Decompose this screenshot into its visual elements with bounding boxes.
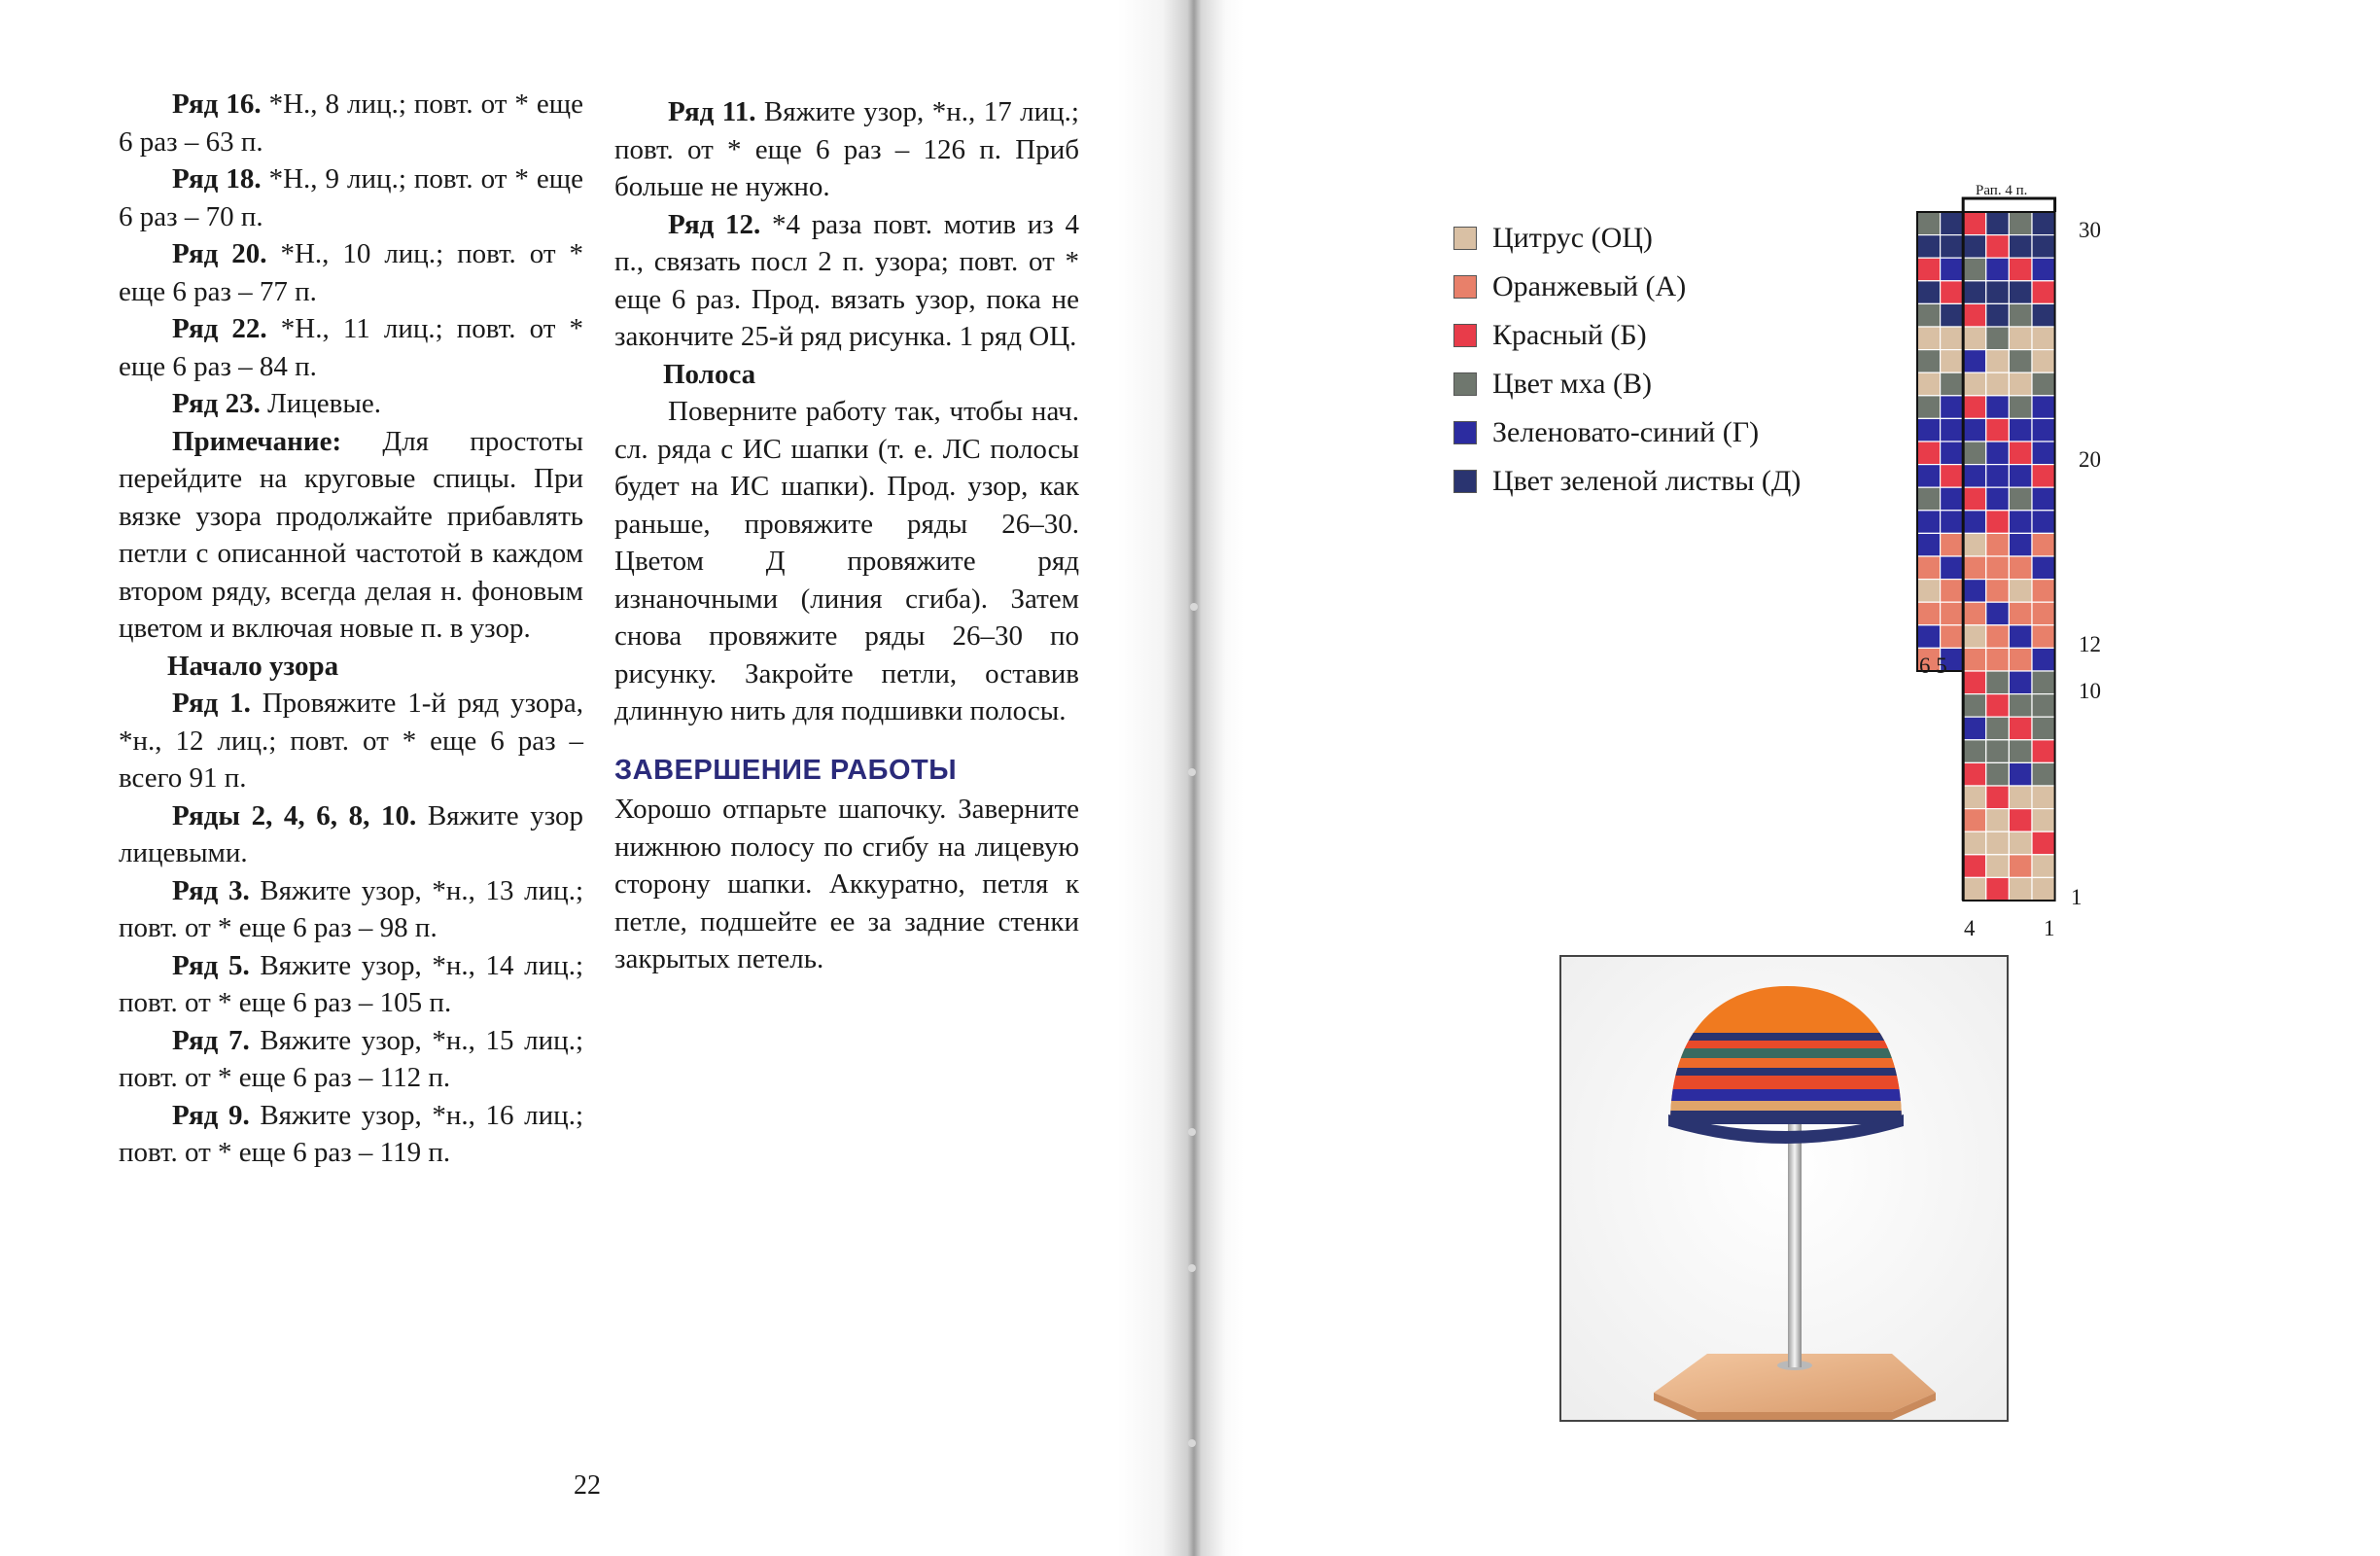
stripe-heading: Полоса (663, 358, 756, 390)
chart-cell (1986, 303, 2010, 327)
chart-cell (2009, 580, 2032, 603)
hat-illustration (1561, 957, 2009, 1422)
stitch-number-4: 4 (1964, 916, 1976, 940)
chart-cell (2009, 694, 2032, 718)
chart-cell (1941, 281, 1964, 304)
chart-cell (2032, 487, 2055, 511)
instruction-row5: Ряд 5. Вяжите узор, *н., 14 лиц.; повт. от * еще 6 раз – 105 п. (119, 949, 583, 1018)
chart-cell (2032, 396, 2055, 419)
legend-label: Цвет мха (В) (1492, 368, 1652, 400)
page-number: 22 (574, 1470, 601, 1501)
chart-cell (1941, 303, 1964, 327)
note-paragraph: Примечание: Для простоты перейдите на круговые спицы. При вязке узора продолжайте прибавлять петли с описанной частотой в каждом втором ряду, всегда делая н. фоновым цветом и включая новые п. в узор. (119, 425, 583, 644)
chart-cell (2032, 855, 2055, 878)
chart-cell (1963, 855, 1986, 878)
chart-cell (1986, 694, 2010, 718)
chart-cell (2032, 762, 2055, 786)
chart-cell (2032, 235, 2055, 259)
chart-cell (2009, 877, 2032, 901)
instruction-row7: Ряд 7. Вяжите узор, *н., 15 лиц.; повт. от * еще 6 раз – 112 п. (119, 1024, 583, 1093)
chart-cell (2032, 717, 2055, 740)
colorwork-chart (1906, 175, 2139, 953)
chart-cell (1917, 442, 1941, 465)
legend-swatch (1453, 372, 1477, 396)
chart-cell (1941, 580, 1964, 603)
binding-stitch (1190, 603, 1198, 611)
chart-cell (2032, 372, 2055, 396)
chart-cell (1941, 327, 1964, 350)
chart-cell (1963, 487, 1986, 511)
chart-cell (1917, 372, 1941, 396)
chart-cell (1963, 418, 1986, 442)
chart-cell (1963, 235, 1986, 259)
chart-cell (1941, 487, 1964, 511)
chart-cell (2032, 442, 2055, 465)
stitch-numbers-6-5: 6 5 (1919, 654, 1947, 678)
chart-cell (2009, 258, 2032, 281)
legend-item-citrus (1453, 214, 1801, 263)
chart-cell (1917, 487, 1941, 511)
chart-cell (1986, 855, 2010, 878)
chart-cell (1963, 694, 1986, 718)
chart-cell (1941, 212, 1964, 235)
chart-cell (1963, 442, 1986, 465)
legend-swatch (1453, 324, 1477, 347)
chart-cell (1986, 465, 2010, 488)
chart-cell (1917, 303, 1941, 327)
stand-pole (1788, 1122, 1802, 1367)
book-spine (1118, 0, 1244, 1556)
chart-cell (1917, 602, 1941, 625)
chart-cell (2032, 671, 2055, 694)
chart-cell (2009, 350, 2032, 373)
binding-stitch (1188, 768, 1196, 776)
chart-cell (1917, 235, 1941, 259)
chart-cell (1986, 212, 2010, 235)
chart-cell (2032, 648, 2055, 671)
chart-cell (1963, 327, 1986, 350)
chart-cell (1941, 258, 1964, 281)
chart-cell (1963, 786, 1986, 809)
chart-cell (1941, 556, 1964, 580)
chart-cell (1986, 625, 2010, 649)
text-column-1 (119, 86, 583, 1172)
chart-cell (1917, 533, 1941, 556)
chart-cell (1986, 602, 2010, 625)
chart-cell (1986, 648, 2010, 671)
chart-cell (1917, 465, 1941, 488)
chart-cell (1963, 740, 1986, 763)
chart-cell (1917, 511, 1941, 534)
chart-cell (1963, 580, 1986, 603)
chart-cell (1986, 281, 2010, 304)
row-number-12: 12 (2079, 632, 2101, 656)
chart-cell (2009, 281, 2032, 304)
chart-cell (1941, 533, 1964, 556)
chart-cell (2009, 235, 2032, 259)
chart-cell (1941, 418, 1964, 442)
chart-cell (2032, 740, 2055, 763)
chart-cell (2009, 372, 2032, 396)
chart-cell (1917, 580, 1941, 603)
chart-cell (2009, 442, 2032, 465)
chart-cell (1986, 487, 2010, 511)
stripe-paragraph: Поверните работу так, чтобы нач. сл. ряда с ИС шапки (т. е. ЛС полосы будет на ИС шапки). Прод. узор, как раньше, провяжите ряды 26–30. Цветом Д провяжите ряд изнаночными (линия сгиба). Затем снова провяжите ряды 26–30 по рисунку. Закройте петли, оставив длинную нить для подшивки полосы. (614, 396, 1079, 726)
chart-cell (1963, 671, 1986, 694)
chart-cell (2009, 717, 2032, 740)
legend-item-moss (1453, 360, 1801, 408)
chart-cell (1963, 396, 1986, 419)
chart-cell (1963, 877, 1986, 901)
chart-cell (1917, 212, 1941, 235)
chart-cell (2009, 396, 2032, 419)
chart-cell (2032, 212, 2055, 235)
chart-cell (2032, 625, 2055, 649)
chart-cell (2032, 418, 2055, 442)
pattern-start-heading: Начало узора (167, 650, 339, 682)
legend-swatch (1453, 421, 1477, 444)
binding-stitch (1188, 1439, 1196, 1447)
chart-cell (1917, 281, 1941, 304)
chart-cell (1986, 258, 2010, 281)
chart-cell (1986, 831, 2010, 855)
legend-swatch (1453, 227, 1477, 250)
chart-cell (1986, 327, 2010, 350)
chart-cell (2009, 327, 2032, 350)
chart-cell (1963, 533, 1986, 556)
chart-cell (1941, 372, 1964, 396)
chart-cell (2032, 556, 2055, 580)
chart-cell (1917, 350, 1941, 373)
chart-cell (1917, 327, 1941, 350)
legend-label: Оранжевый (А) (1492, 270, 1687, 302)
instruction-row16: Ряд 16. *Н., 8 лиц.; повт. от * еще 6 раз – 63 п. (119, 88, 584, 158)
chart-cell (2009, 533, 2032, 556)
chart-cell (1963, 303, 1986, 327)
chart-cell (2009, 625, 2032, 649)
row-number-20: 20 (2079, 447, 2101, 472)
chart-cell (1986, 418, 2010, 442)
chart-cell (1917, 396, 1941, 419)
legend-swatch (1453, 275, 1477, 299)
chart-cell (1986, 717, 2010, 740)
finishing-paragraph: Хорошо отпарьте шапочку. Заверните нижнюю полосу по сгибу на лицевую сторону шапки. Аккуратно, петля к петле, подшейте ее за задние стенки закрытых петель. (614, 794, 1079, 974)
chart-cell (2032, 327, 2055, 350)
instruction-row9: Ряд 9. Вяжите узор, *н., 16 лиц.; повт. от * еще 6 раз – 119 п. (119, 1099, 583, 1168)
chart-cell (1941, 442, 1964, 465)
legend-item-red (1453, 311, 1801, 360)
chart-cell (2032, 303, 2055, 327)
binding-stitch (1188, 1264, 1196, 1272)
chart-cell (2032, 831, 2055, 855)
chart-cell (1986, 671, 2010, 694)
chart-cell (1963, 556, 1986, 580)
chart-cell (1917, 418, 1941, 442)
chart-cell (1986, 740, 2010, 763)
chart-cell (2009, 487, 2032, 511)
finishing-heading: ЗАВЕРШЕНИЕ РАБОТЫ (614, 754, 958, 786)
instruction-row18: Ряд 18. *Н., 9 лиц.; повт. от * еще 6 раз – 70 п. (119, 163, 584, 232)
chart-cell (2032, 465, 2055, 488)
chart-cell (2009, 602, 2032, 625)
chart-cell (2032, 877, 2055, 901)
chart-cell (1941, 465, 1964, 488)
chart-grid (1906, 175, 2139, 953)
chart-cell (1963, 372, 1986, 396)
chart-cell (1986, 235, 2010, 259)
instruction-rows-even: Ряды 2, 4, 6, 8, 10. Вяжите узор лицевыми. (119, 799, 583, 868)
chart-cell (1986, 877, 2010, 901)
chart-cell (2009, 831, 2032, 855)
chart-cell (1963, 281, 1986, 304)
chart-cell (1986, 580, 2010, 603)
chart-cell (1963, 258, 1986, 281)
chart-cell (1941, 625, 1964, 649)
hat-photo (1559, 955, 2009, 1422)
legend-swatch (1453, 470, 1477, 493)
chart-cell (1986, 511, 2010, 534)
chart-cell (1963, 602, 1986, 625)
stitch-number-1: 1 (2044, 916, 2055, 940)
legend-label: Зеленовато-синий (Г) (1492, 416, 1760, 448)
chart-cell (1941, 602, 1964, 625)
chart-cell (2009, 556, 2032, 580)
chart-cell (1963, 831, 1986, 855)
chart-cell (2009, 740, 2032, 763)
chart-cell (1963, 762, 1986, 786)
color-legend (1453, 214, 1801, 506)
chart-cell (2009, 786, 2032, 809)
chart-cell (2009, 762, 2032, 786)
chart-cell (1963, 717, 1986, 740)
chart-cell (1963, 212, 1986, 235)
chart-cell (1986, 762, 2010, 786)
chart-cell (2009, 511, 2032, 534)
instruction-row11: Ряд 11. Вяжите узор, *н., 17 лиц.; повт. от * еще 6 раз – 126 п. Приб больше не нужно. (614, 96, 1079, 202)
chart-cell (2032, 258, 2055, 281)
text-column-2 (614, 93, 1079, 978)
chart-cell (2032, 533, 2055, 556)
chart-cell (2009, 212, 2032, 235)
chart-cell (1917, 258, 1941, 281)
instruction-row12: Ряд 12. *4 раза повт. мотив из 4 п., связать посл 2 п. узора; повт. от * еще 6 раз. Прод. вязать узор, пока не закончите 25-й ряд рисунка. 1 ряд ОЦ. (614, 208, 1079, 352)
chart-cell (2009, 418, 2032, 442)
legend-label: Цитрус (ОЦ) (1492, 222, 1653, 254)
chart-cell (1941, 235, 1964, 259)
row-number-10: 10 (2079, 679, 2101, 703)
chart-cell (1986, 809, 2010, 832)
binding-stitch (1188, 1128, 1196, 1136)
chart-cell (1963, 625, 1986, 649)
chart-cell (2009, 855, 2032, 878)
chart-cell (1986, 556, 2010, 580)
instruction-row3: Ряд 3. Вяжите узор, *н., 13 лиц.; повт. от * еще 6 раз – 98 п. (119, 874, 583, 943)
chart-cell (2009, 648, 2032, 671)
chart-cell (1963, 511, 1986, 534)
chart-cell (1941, 396, 1964, 419)
chart-cell (1963, 648, 1986, 671)
instruction-row22: Ряд 22. *Н., 11 лиц.; повт. от * еще 6 раз – 84 п. (119, 313, 583, 382)
chart-cell (1986, 533, 2010, 556)
legend-label: Красный (Б) (1492, 319, 1647, 351)
chart-cell (2032, 511, 2055, 534)
row-number-30: 30 (2079, 218, 2101, 242)
chart-cell (1986, 372, 2010, 396)
chart-cell (2032, 580, 2055, 603)
chart-cell (1963, 350, 1986, 373)
chart-cell (2032, 694, 2055, 718)
repeat-label: Рап. 4 п. (1976, 183, 2028, 198)
chart-cell (2032, 602, 2055, 625)
chart-cell (1963, 809, 1986, 832)
legend-item-teal-blue (1453, 408, 1801, 457)
chart-cell (2009, 303, 2032, 327)
legend-item-orange (1453, 263, 1801, 311)
chart-cell (2032, 350, 2055, 373)
row-number-1: 1 (2071, 885, 2082, 909)
chart-cell (2009, 809, 2032, 832)
instruction-row23: Ряд 23. Лицевые. (172, 388, 381, 419)
chart-cell (1963, 465, 1986, 488)
chart-cell (2032, 809, 2055, 832)
chart-cell (2032, 786, 2055, 809)
chart-cell (2009, 465, 2032, 488)
chart-cell (1941, 511, 1964, 534)
chart-cell (1941, 350, 1964, 373)
chart-cell (2009, 671, 2032, 694)
chart-cell (1917, 556, 1941, 580)
chart-cell (1986, 786, 2010, 809)
chart-cell (1917, 625, 1941, 649)
chart-cell (2032, 281, 2055, 304)
instruction-row20: Ряд 20. *Н., 10 лиц.; повт. от * еще 6 раз – 77 п. (119, 238, 583, 307)
instruction-row1: Ряд 1. Провяжите 1-й ряд узора, *н., 12 лиц.; повт. от * еще 6 раз – всего 91 п. (119, 688, 583, 794)
legend-label: Цвет зеленой листвы (Д) (1492, 465, 1802, 497)
chart-cell (1986, 396, 2010, 419)
chart-cell (1986, 442, 2010, 465)
chart-cell (1986, 350, 2010, 373)
legend-item-leaf-green (1453, 457, 1801, 506)
